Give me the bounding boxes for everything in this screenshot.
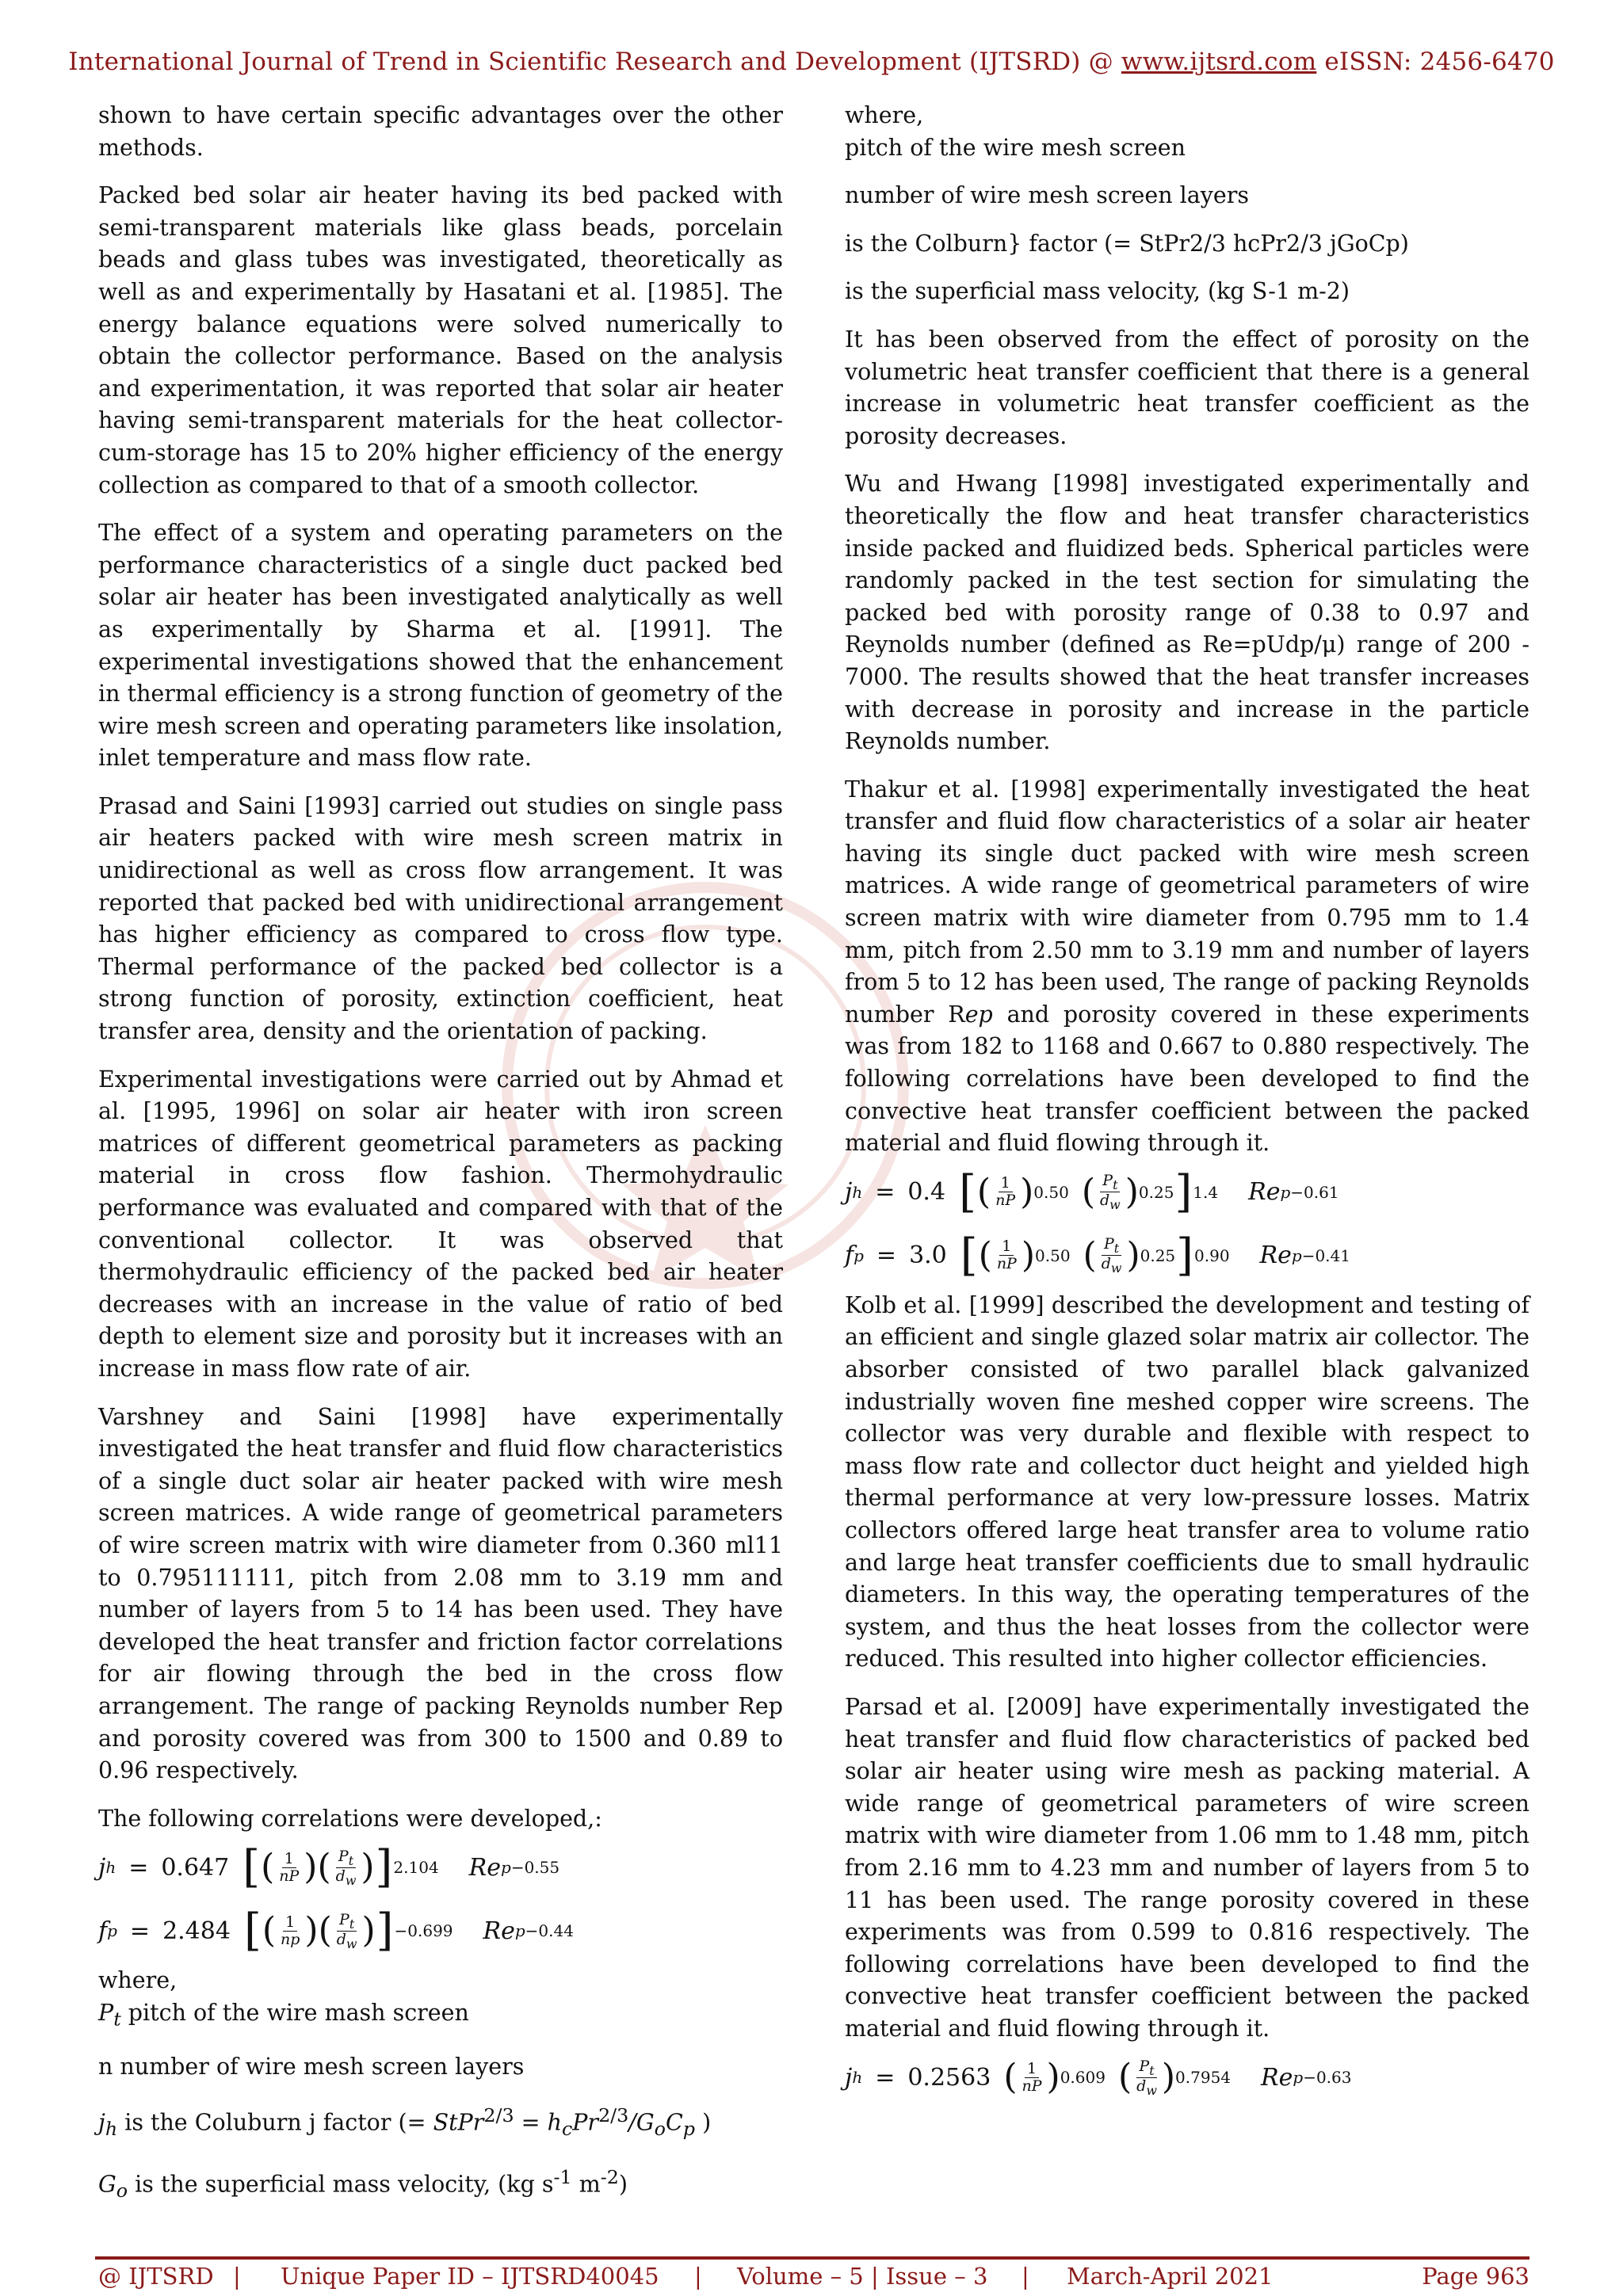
footer-volume-issue: Volume – 5 | Issue – 3: [737, 2263, 988, 2290]
paragraph: Prasad and Saini [1993] carried out studies on single pass air heaters packed with wire mesh screen matrix in unidirectional as well as cross flow arrangement. It was reported that packed bed with unidirectional arrangement has higher efficiency as compared to cross flow type. Thermal performance of the packed bed collector is a strong function of porosity, extinction coefficient, heat transfer area, density and the orientation of packing.: [98, 792, 783, 1045]
definition-mass-velocity: $G_o$ is the superficial mass velocity, (kg $s^{-1}$ $m^{-2}$): [98, 2165, 628, 2202]
paragraph: shown to have certain specific advantages over the other methods.: [98, 102, 783, 161]
equation-fp-thakur: f p = 3.0 [ ( $\frac{1}{nP}$ ) 0.50 ( $\frac{P_t}{d_w}$ ) 0.25 ] 0.90 Re p −0.41: [845, 1229, 1350, 1281]
paragraph: The following correlations were developed,:: [98, 1805, 602, 1832]
footer-separator: |: [233, 2263, 241, 2290]
definition-layers: n number of wire mesh screen layers: [98, 2054, 525, 2081]
definition-pitch: $P_t$ pitch of the wire mash screen: [98, 1999, 469, 2031]
definition-colburn: $j_h$ is the Coluburn j factor (= StPr$^{2/3}$ = $h_cPr^{2/3}/G_oC_p$ ): [98, 2103, 712, 2140]
footer-separator: |: [1022, 2263, 1029, 2290]
footer-paper-id: Unique Paper ID – IJTSRD40045: [281, 2263, 659, 2290]
paragraph: Packed bed solar air heater having its bed packed with semi-transparent materials like glass beads, porcelain beads and glass tubes was investigated, theoretically as well as and experimentally by Hasatani et al. [1985]. The energy balance equations were solved numerically to obtain the collector performance. Based on the analysis and experimentation, it was reported that solar air heater having semi-transparent materials for the heat collector-cum-storage has 15 to 20% higher efficiency of the energy collection as compared to that of a smooth collector.: [98, 182, 783, 498]
journal-eissn: eISSN: 2456-6470: [1324, 48, 1555, 76]
journal-title: International Journal of Trend in Scientific Research and Development (IJTSRD) @: [68, 48, 1113, 76]
paragraph: The effect of a system and operating parameters on the performance characteristics of a single duct packed bed solar air heater has been investigated analytically as well as experimentally by Sharma et al. [1991]. The experimental investigations showed that the enhancement in thermal efficiency is a strong function of geometry of the wire mesh screen and operating parameters like insolation, inlet temperature and mass flow rate.: [98, 520, 783, 772]
equation-jh-varshney: j h = 0.647 [ ( $\frac{1}{nP}$ ) ( $\frac{P_t}{d_w}$ ) ] 2.104 Re p −0.55: [98, 1841, 560, 1894]
footer-date: March-April 2021: [1067, 2263, 1274, 2290]
definition-line: is the Colburn} factor (= StPr2/3 hcPr2/3 jGoCp): [845, 230, 1409, 257]
definition-line: is the superficial mass velocity, (kg S-1 m-2): [845, 278, 1350, 305]
journal-website-link[interactable]: www.ijtsrd.com: [1121, 48, 1317, 76]
definition-line: number of wire mesh screen layers: [845, 182, 1249, 209]
footer-separator: |: [694, 2263, 702, 2290]
where-label: where,: [845, 102, 924, 128]
footer-brand: @ IJTSRD: [98, 2263, 214, 2290]
left-column: [98, 100, 783, 2222]
equation-jh-parsad: j h = 0.2563 ( $\frac{1}{nP}$ ) 0.609 ( $\frac{P_t}{d_w}$ ) 0.7954 Re p −0.63: [845, 2057, 1352, 2098]
right-column: [845, 100, 1529, 2111]
paragraph: Thakur et al. [1998] experimentally investigated the heat transfer and fluid flow characteristics of a solar air heater having its single duct packed with wire mesh screen matrices. A wide range of geometrical parameters of wire screen matrix with wire diameter from 0.795 mm to 1.4 mm, pitch from 2.50 mm to 3.19 mm and number of layers from 5 to 12 has been used, The range of packing Reynolds number Rep and porosity covered in these experiments was from 182 to 1168 and 0.667 to 0.880 respectively. The following correlations have been developed to find the convective heat transfer coefficient between the packed material and fluid flowing through it.: [845, 776, 1529, 1157]
paragraph: Varshney and Saini [1998] have experimentally investigated the heat transfer and fluid flow characteristics of a single duct solar air heater packed with wire mesh screen matrices. A wide range of geometrical parameters of wire screen matrix with wire diameter from 0.360 ml11 to 0.795111111, pitch from 2.08 mm to 3.19 mm and number of layers from 5 to 14 has been used. They have developed the heat transfer and friction factor correlations for air flowing through the bed in the cross flow arrangement. The range of packing Reynolds number Rep and porosity covered was from 300 to 1500 and 0.89 to 0.96 respectively.: [98, 1403, 783, 1784]
definition-line: pitch of the wire mesh screen: [845, 134, 1186, 161]
paragraph: Wu and Hwang [1998] investigated experimentally and theoretically the flow and heat transfer characteristics inside packed and fluidized beds. Spherical particles were randomly packed in the test section for simulating the packed bed with porosity range of 0.38 to 0.97 and Reynolds number (defined as Re=pUdp/μ) range of 200 - 7000. The results showed that the heat transfer increases with decrease in porosity and increase in the particle Reynolds number.: [845, 471, 1529, 755]
footer-page-number: Page 963: [1422, 2263, 1529, 2290]
equation-jh-thakur: j h = 0.4 [ ( $\frac{1}{nP}$ ) 0.50 ( $\frac{P_t}{d_w}$ ) 0.25 ] 1.4 Re p −0.61: [845, 1165, 1339, 1218]
paragraph: It has been observed from the effect of porosity on the volumetric heat transfer coefficient that there is a general increase in volumetric heat transfer coefficient as the porosity decreases.: [845, 326, 1529, 449]
journal-header: [0, 48, 1623, 76]
where-label: where,: [98, 1967, 178, 1994]
paragraph: Experimental investigations were carried out by Ahmad et al. [1995, 1996] on solar air heater with iron screen matrices of different geometrical parameters as packing material in cross flow fashion. Thermohydraulic performance was evaluated and compared with that of the conventional collector. It was observed that thermohydraulic efficiency of the packed bed air heater decreases with an increase in the value of ratio of bed depth to element size and porosity but it increases with an increase in mass flow rate of air.: [98, 1066, 783, 1382]
footer-divider: [95, 2256, 1529, 2260]
paragraph: Parsad et al. [2009] have experimentally investigated the heat transfer and fluid flow characteristics of packed bed solar air heater using wire mesh as packing material. A wide range of geometrical parameters of wire screen matrix with wire diameter from 1.06 mm to 1.48 mm, pitch from 2.16 mm to 4.23 mm and number of layers from 5 to 11 has been used. The range porosity covered in these experiments was from 0.599 to 0.816 respectively. The following correlations have been developed to find the convective heat transfer coefficient between the packed material and fluid flowing through it.: [845, 1693, 1529, 2042]
page-footer: [98, 2263, 1529, 2294]
equation-fp-varshney: f p = 2.484 [ ( $\frac{1}{np}$ ) ( $\frac{P_t}{d_w}$ ) ] −0.699 Re p −0.44: [98, 1905, 574, 1957]
paragraph: Kolb et al. [1999] described the development and testing of an efficient and single glazed solar matrix air collector. The absorber consisted of two parallel black galvanized industrially woven fine meshed copper wire screens. The collector was very durable and flexible with respect to mass flow rate and collector duct height and yielded high thermal performance at very low-pressure losses. Matrix collectors offered large heat transfer area to volume ratio and large heat transfer coefficients due to small hydraulic diameters. In this way, the operating temperatures of the system, and thus the heat losses from the collector were reduced. This resulted into higher collector efficiencies.: [845, 1291, 1529, 1672]
